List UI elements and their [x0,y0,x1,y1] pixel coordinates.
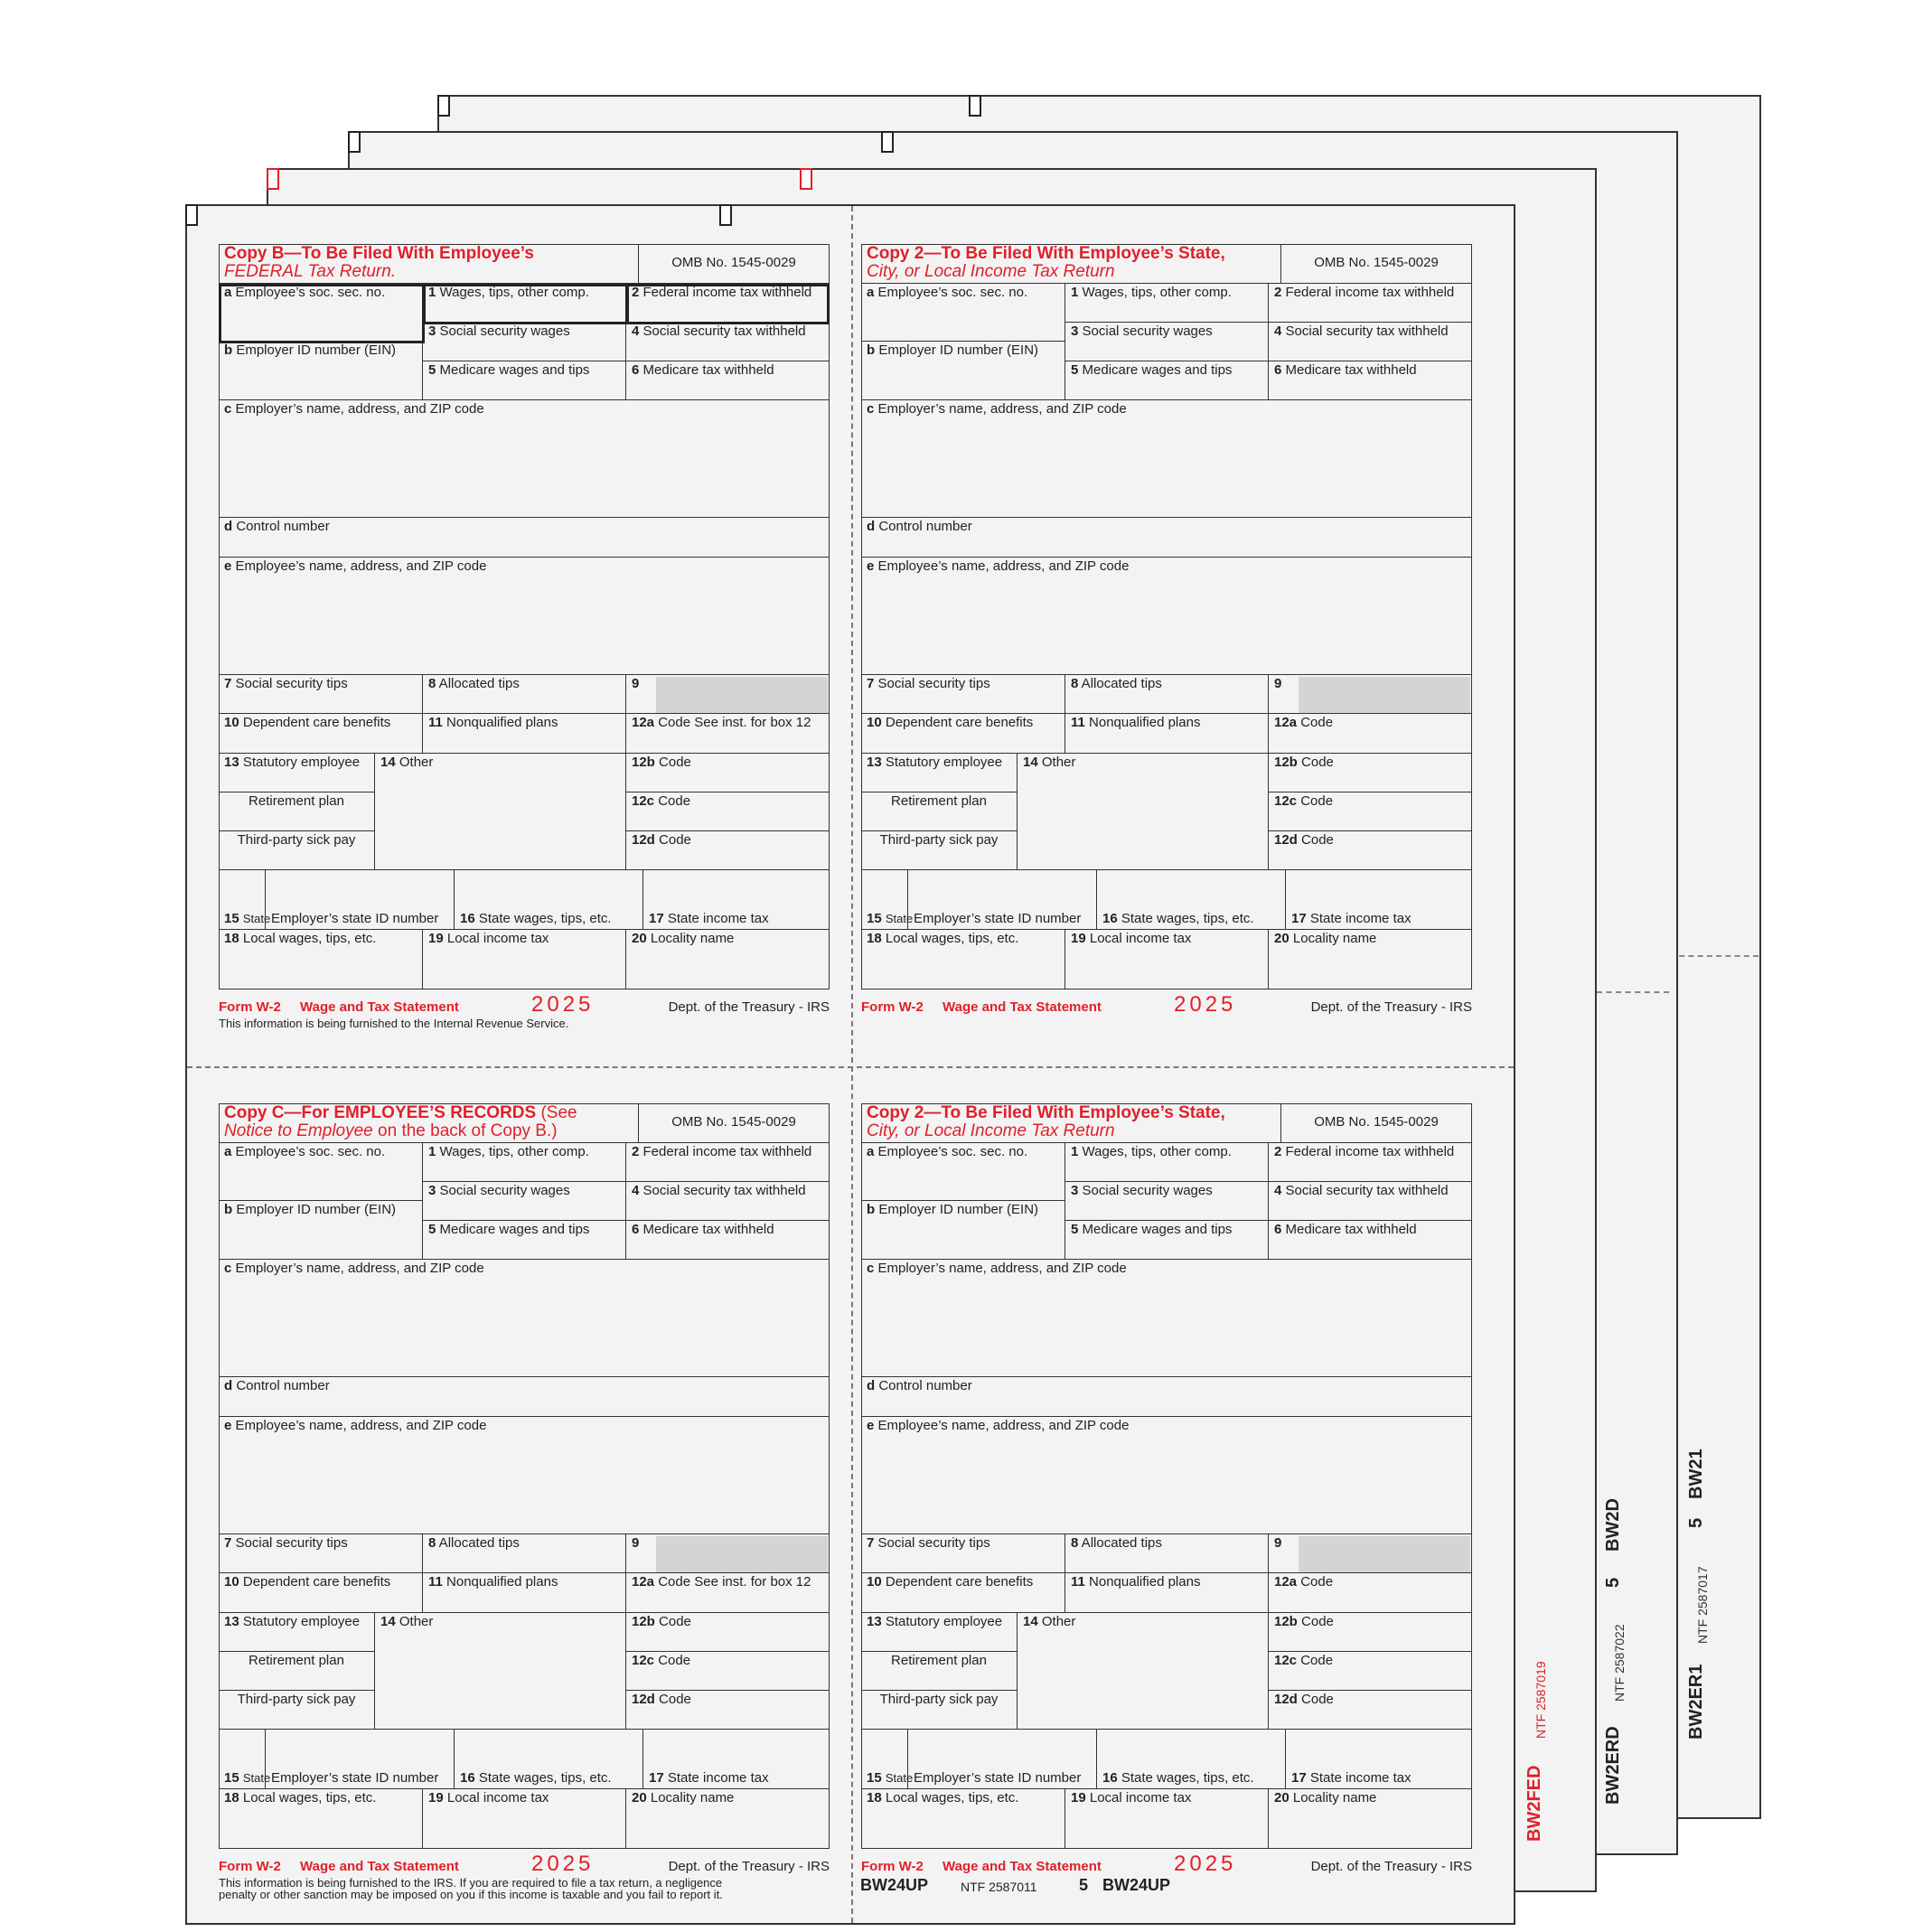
box-20-locality[interactable]: 20 Locality name [1269,1789,1472,1849]
box-d-control-number[interactable]: d Control number [219,518,830,558]
box-e-employee-name[interactable]: e Employee’s name, address, and ZIP code [861,558,1472,675]
form-title: Copy C—For EMPLOYEE’S RECORDS (See Notice to Employee on the back of Copy B.) [224,1103,577,1140]
box-17-state-tax[interactable]: 17 State income tax [1286,870,1472,930]
box-12b[interactable]: 12b Code [1269,1613,1472,1652]
box-b-ein[interactable]: b Employer ID number (EIN) [861,342,1065,400]
box-19-local-tax[interactable]: 19 Local income tax [1065,930,1269,989]
sheet2-marker-left [267,168,279,190]
box-10-dependent-care[interactable]: 10 Dependent care benefits [219,1573,423,1613]
highlight-box-2 [423,284,628,324]
box-11-nonqualified[interactable]: 11 Nonqualified plans [1065,1573,1269,1613]
box-1-wages[interactable]: 1 Wages, tips, other comp. [423,284,626,323]
box-13-thirdparty[interactable]: Third-party sick pay [861,831,1018,870]
box-11-nonqualified[interactable]: 11 Nonqualified plans [423,714,626,754]
box-6-medicare-tax[interactable]: 6 Medicare tax withheld [626,361,830,400]
box-14-other[interactable]: 14 Other [375,1613,626,1730]
box-3-ss-wages[interactable]: 3 Social security wages [1065,1182,1269,1221]
omb-number: OMB No. 1545-0029 [639,244,830,284]
sheet4-marker-left [437,95,450,117]
footer-note-1: This information is being furnished to the IRS. If you are required to file a tax return, a negligence [219,1876,723,1890]
box-2-federal-tax[interactable]: 2 Federal income tax withheld [626,284,830,323]
footer-dept: Dept. of the Treasury - IRS [1310,1859,1472,1874]
box-15-state[interactable]: 15 State [219,1730,266,1789]
box-13-statutory[interactable]: 13 Statutory employee [219,1613,375,1652]
box-1-wages[interactable]: 1 Wages, tips, other comp. [423,1143,626,1182]
box-7-ss-tips[interactable]: 7 Social security tips [219,675,423,714]
box-7-ss-tips[interactable]: 7 Social security tips [219,1534,423,1573]
box-e-employee-name[interactable]: e Employee’s name, address, and ZIP code [219,558,830,675]
box-12a[interactable]: 12a Code [1269,714,1472,754]
footer-form: Form W-2 [219,1859,281,1874]
box-12b[interactable]: 12b Code [626,754,830,792]
box-2-federal-tax[interactable]: 2 Federal income tax withheld [626,1143,830,1182]
box-3-ss-wages[interactable]: 3 Social security wages [1065,323,1269,361]
box-13-retirement[interactable]: Retirement plan [861,1652,1018,1691]
box-c-employer-name[interactable]: c Employer’s name, address, and ZIP code [219,1260,830,1377]
box-4-ss-tax[interactable]: 4 Social security tax withheld [626,323,830,361]
w2-form-3 [219,1103,830,1901]
box-5-medicare-wages[interactable]: 5 Medicare wages and tips [423,361,626,400]
box-19-local-tax[interactable]: 19 Local income tax [423,930,626,989]
box-a-ssn[interactable]: a Employee’s soc. sec. no. [861,1143,1065,1201]
box-18-local-wages[interactable]: 18 Local wages, tips, etc. [219,930,423,989]
box-16-state-wages[interactable]: 16 State wages, tips, etc. [455,870,643,930]
sheet2-marker-mid [800,168,812,190]
box-4-ss-tax[interactable]: 4 Social security tax withheld [1269,323,1472,361]
form-title: Copy 2—To Be Filed With Employee’s State, City, or Local Income Tax Return [867,1103,1225,1140]
sheet4-marker-mid [969,95,981,117]
box-9-shade [656,677,828,713]
box-12d[interactable]: 12d Code [626,831,830,870]
box-c-employer-name[interactable]: c Employer’s name, address, and ZIP code [861,1260,1472,1377]
box-13-thirdparty[interactable]: Third-party sick pay [219,1691,375,1730]
footer-form: Form W-2 [219,999,281,1015]
box-b-ein[interactable]: b Employer ID number (EIN) [861,1201,1065,1260]
sheet2-ntf: NTF 2587019 [1533,1661,1548,1739]
footer-dept: Dept. of the Treasury - IRS [668,1859,830,1874]
footer-statement: Wage and Tax Statement [300,1859,459,1874]
footer-year: 2025 [531,992,595,1017]
highlight-box-3 [626,284,830,324]
box-8-allocated-tips[interactable]: 8 Allocated tips [423,675,626,714]
box-9-shade [1299,677,1470,713]
sheet3-marker-mid [881,131,894,153]
box-6-medicare-tax[interactable]: 6 Medicare tax withheld [1269,361,1472,400]
footer-form: Form W-2 [861,999,924,1015]
box-10-dependent-care[interactable]: 10 Dependent care benefits [219,714,423,754]
box-12a[interactable]: 12a Code See inst. for box 12 [626,1573,830,1613]
box-a-ssn[interactable]: a Employee’s soc. sec. no. [219,1143,423,1201]
box-a-ssn[interactable]: a Employee’s soc. sec. no. [861,284,1065,342]
box-20-locality[interactable]: 20 Locality name [626,1789,830,1849]
box-19-local-tax[interactable]: 19 Local income tax [1065,1789,1269,1849]
box-15-employer-state-id[interactable]: Employer’s state ID number [908,870,1097,930]
box-16-state-wages[interactable]: 16 State wages, tips, etc. [1097,1730,1286,1789]
sheet4-code-b: BW21 [1686,1449,1706,1499]
box-b-ein[interactable]: b Employer ID number (EIN) [219,342,423,400]
w2-form-1 [219,244,830,1030]
box-15-state[interactable]: 15 State [861,870,908,930]
box-8-allocated-tips[interactable]: 8 Allocated tips [1065,1534,1269,1573]
box-13-statutory[interactable]: 13 Statutory employee [861,754,1018,792]
box-d-control-number[interactable]: d Control number [219,1377,830,1417]
box-17-state-tax[interactable]: 17 State income tax [1286,1730,1472,1789]
sheet2-code: BW2FED [1524,1765,1544,1842]
box-7-ss-tips[interactable]: 7 Social security tips [861,1534,1065,1573]
sheet3-code-b: BW2D [1603,1498,1623,1552]
box-13-thirdparty[interactable]: Third-party sick pay [219,831,375,870]
box-15-state[interactable]: 15 State [861,1730,908,1789]
box-15-employer-state-id[interactable]: Employer’s state ID number [908,1730,1097,1789]
box-18-local-wages[interactable]: 18 Local wages, tips, etc. [861,1789,1065,1849]
footer-dept: Dept. of the Treasury - IRS [668,999,830,1015]
footer-statement: Wage and Tax Statement [943,999,1102,1015]
box-8-allocated-tips[interactable]: 8 Allocated tips [423,1534,626,1573]
box-12b[interactable]: 12b Code [1269,754,1472,792]
omb-number: OMB No. 1545-0029 [1281,244,1472,284]
box-4-ss-tax[interactable]: 4 Social security tax withheld [1269,1182,1472,1221]
box-3-ss-wages[interactable]: 3 Social security wages [423,323,626,361]
box-14-other[interactable]: 14 Other [1018,1613,1269,1730]
box-1-wages[interactable]: 1 Wages, tips, other comp. [1065,284,1269,323]
sheet3-dash [1597,991,1669,993]
box-e-employee-name[interactable]: e Employee’s name, address, and ZIP code [861,1417,1472,1534]
box-13-statutory[interactable]: 13 Statutory employee [219,754,375,792]
box-6-medicare-tax[interactable]: 6 Medicare tax withheld [1269,1221,1472,1260]
footer-note-1: This information is being furnished to the Internal Revenue Service. [219,1017,569,1030]
box-9: 9 [626,675,830,714]
box-13-thirdparty[interactable]: Third-party sick pay [861,1691,1018,1730]
footer-year: 2025 [1174,992,1237,1017]
box-12c[interactable]: 12c Code [626,792,830,831]
box-7-ss-tips[interactable]: 7 Social security tips [861,675,1065,714]
box-12a[interactable]: 12a Code See inst. for box 12 [626,714,830,754]
footer-year: 2025 [531,1852,595,1876]
box-9-shade [656,1536,828,1572]
box-9: 9 [1269,1534,1472,1573]
box-2-federal-tax[interactable]: 2 Federal income tax withheld [1269,284,1472,323]
box-12d[interactable]: 12d Code [1269,831,1472,870]
sheet4-code-a: BW2ER1 [1686,1664,1706,1740]
footer-note-2: penalty or other sanction may be imposed on you if this income is taxable and you fail to report it. [219,1888,723,1901]
box-e-employee-name[interactable]: e Employee’s name, address, and ZIP code [219,1417,830,1534]
box-12c[interactable]: 12c Code [1269,1652,1472,1691]
box-16-state-wages[interactable]: 16 State wages, tips, etc. [1097,870,1286,930]
box-4-ss-tax[interactable]: 4 Social security tax withheld [626,1182,830,1221]
box-13-retirement[interactable]: Retirement plan [861,792,1018,831]
box-9: 9 [626,1534,830,1573]
box-5-medicare-wages[interactable]: 5 Medicare wages and tips [423,1221,626,1260]
box-15-state[interactable]: 15 State [219,870,266,930]
box-10-dependent-care[interactable]: 10 Dependent care benefits [861,714,1065,754]
front-marker-left [185,204,198,226]
box-6-medicare-tax[interactable]: 6 Medicare tax withheld [626,1221,830,1260]
box-18-local-wages[interactable]: 18 Local wages, tips, etc. [219,1789,423,1849]
highlight-box-1 [219,284,425,343]
box-a-ssn[interactable]: a Employee’s soc. sec. no. [219,284,423,342]
box-2-federal-tax[interactable]: 2 Federal income tax withheld [1269,1143,1472,1182]
box-c-employer-name[interactable]: c Employer’s name, address, and ZIP code [861,400,1472,518]
box-17-state-tax[interactable]: 17 State income tax [643,1730,830,1789]
front-marker-mid [719,204,732,226]
vertical-perforation [851,206,853,1923]
box-13-statutory[interactable]: 13 Statutory employee [861,1613,1018,1652]
box-19-local-tax[interactable]: 19 Local income tax [423,1789,626,1849]
footer-year: 2025 [1174,1852,1237,1876]
box-c-employer-name[interactable]: c Employer’s name, address, and ZIP code [219,400,830,518]
box-12d[interactable]: 12d Code [626,1691,830,1730]
sheet4-count: 5 [1686,1517,1706,1528]
footer-form: Form W-2 [861,1859,924,1874]
sheet3-code-a: BW2ERD [1603,1726,1623,1805]
omb-number: OMB No. 1545-0029 [639,1103,830,1143]
box-8-allocated-tips[interactable]: 8 Allocated tips [1065,675,1269,714]
bottom-count: 5 [1079,1876,1089,1894]
box-9-shade [1299,1536,1470,1572]
bottom-ntf: NTF 2587011 [961,1880,1037,1894]
footer-statement: Wage and Tax Statement [300,999,459,1015]
box-13-retirement[interactable]: Retirement plan [219,792,375,831]
box-12c[interactable]: 12c Code [626,1652,830,1691]
box-17-state-tax[interactable]: 17 State income tax [643,870,830,930]
form-title: Copy 2—To Be Filed With Employee’s State, City, or Local Income Tax Return [867,244,1225,281]
box-14-other[interactable]: 14 Other [375,754,626,870]
horizontal-perforation [187,1066,1514,1068]
bottom-code-left: BW24UP [860,1876,929,1894]
box-b-ein[interactable]: b Employer ID number (EIN) [219,1201,423,1260]
box-12d[interactable]: 12d Code [1269,1691,1472,1730]
box-12c[interactable]: 12c Code [1269,792,1472,831]
box-d-control-number[interactable]: d Control number [861,518,1472,558]
sheet3-ntf: NTF 2587022 [1612,1624,1627,1702]
footer-dept: Dept. of the Treasury - IRS [1310,999,1472,1015]
w2-form-4 [861,1103,1472,1876]
box-12b[interactable]: 12b Code [626,1613,830,1652]
box-16-state-wages[interactable]: 16 State wages, tips, etc. [455,1730,643,1789]
box-12a[interactable]: 12a Code [1269,1573,1472,1613]
sheet3-count: 5 [1603,1577,1623,1588]
box-10-dependent-care[interactable]: 10 Dependent care benefits [861,1573,1065,1613]
box-15-employer-state-id[interactable]: Employer’s state ID number [266,1730,455,1789]
omb-number: OMB No. 1545-0029 [1281,1103,1472,1143]
box-5-medicare-wages[interactable]: 5 Medicare wages and tips [1065,1221,1269,1260]
sheet3-marker-left [348,131,361,153]
box-5-medicare-wages[interactable]: 5 Medicare wages and tips [1065,361,1269,400]
box-20-locality[interactable]: 20 Locality name [626,930,830,989]
box-13-retirement[interactable]: Retirement plan [219,1652,375,1691]
box-9: 9 [1269,675,1472,714]
sheet4-ntf: NTF 2587017 [1695,1566,1710,1644]
w2-form-2 [861,244,1472,1017]
box-11-nonqualified[interactable]: 11 Nonqualified plans [1065,714,1269,754]
box-11-nonqualified[interactable]: 11 Nonqualified plans [423,1573,626,1613]
form-title: Copy B—To Be Filed With Employee’s FEDERAL Tax Return. [224,244,534,281]
bottom-code-right: BW24UP [1102,1876,1171,1894]
footer-statement: Wage and Tax Statement [943,1859,1102,1874]
box-15-employer-state-id[interactable]: Employer’s state ID number [266,870,455,930]
box-1-wages[interactable]: 1 Wages, tips, other comp. [1065,1143,1269,1182]
box-14-other[interactable]: 14 Other [1018,754,1269,870]
box-18-local-wages[interactable]: 18 Local wages, tips, etc. [861,930,1065,989]
box-20-locality[interactable]: 20 Locality name [1269,930,1472,989]
box-3-ss-wages[interactable]: 3 Social security wages [423,1182,626,1221]
box-d-control-number[interactable]: d Control number [861,1377,1472,1417]
